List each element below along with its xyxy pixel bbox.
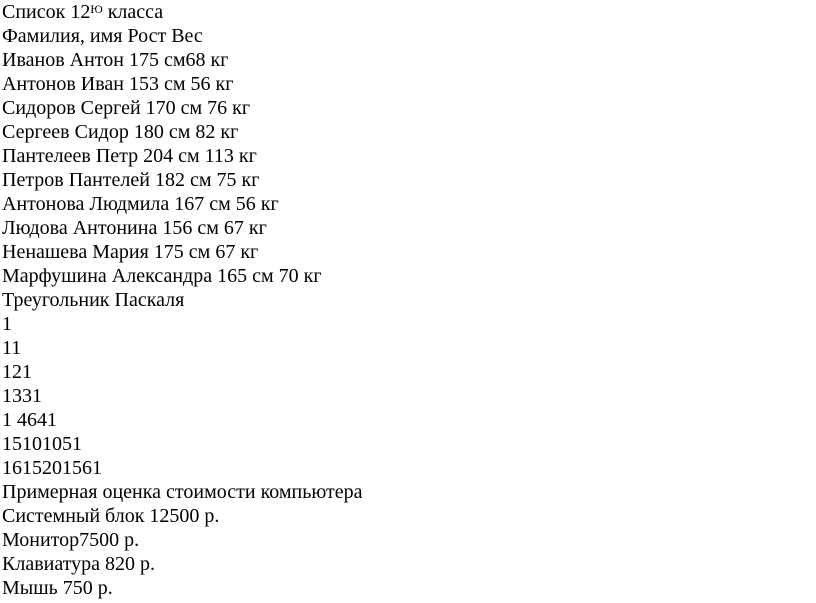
pascal-row: 1615201561 [2,457,102,479]
class-list-row: Сергеев Сидор 180 см 82 кг [2,121,239,143]
class-list-row: Сидоров Сергей 170 см 76 кг [2,97,251,119]
class-list-row: Ненашева Мария 175 см 67 кг [2,241,259,263]
document-body [2,0,814,600]
pascal-row: 1 [2,313,12,335]
class-list-row: Антонов Иван 153 см 56 кг [2,73,234,95]
pascal-row: 1331 [2,385,42,407]
class-list-row: Пантелеев Петр 204 см 113 кг [2,145,257,167]
computer-cost-item: Системный блок 12500 р. [2,505,220,527]
class-list-row: Иванов Антон 175 см68 кг [2,49,229,71]
class-list-title [2,0,814,24]
class-list-header: Фамилия, имя Рост Вес [2,25,203,47]
computer-cost-item: Монитор7500 р. [2,529,140,551]
class-list-row: Петров Пантелей 182 см 75 кг [2,169,260,191]
class-list-title-prefix: Список 12 [2,1,91,23]
class-list-title-suffix: класса [102,1,164,23]
pascal-row: 121 [2,361,32,383]
computer-cost-item: Мышь 750 р. [2,577,113,599]
class-list-row: Антонова Людмила 167 см 56 кг [2,193,279,215]
pascal-row: 11 [2,337,22,359]
pascal-title: Треугольник Паскаля [2,289,185,311]
class-list-title-superscript: Ю [90,2,103,16]
pascal-row: 1 4641 [2,409,57,431]
class-list-row: Людова Антонина 156 см 67 кг [2,217,267,239]
class-list-row: Марфушина Александра 165 см 70 кг [2,265,322,287]
computer-cost-title: Примерная оценка стоимости компьютера [2,481,363,503]
computer-cost-item: Клавиатура 820 р. [2,553,156,575]
pascal-row: 15101051 [2,433,82,455]
